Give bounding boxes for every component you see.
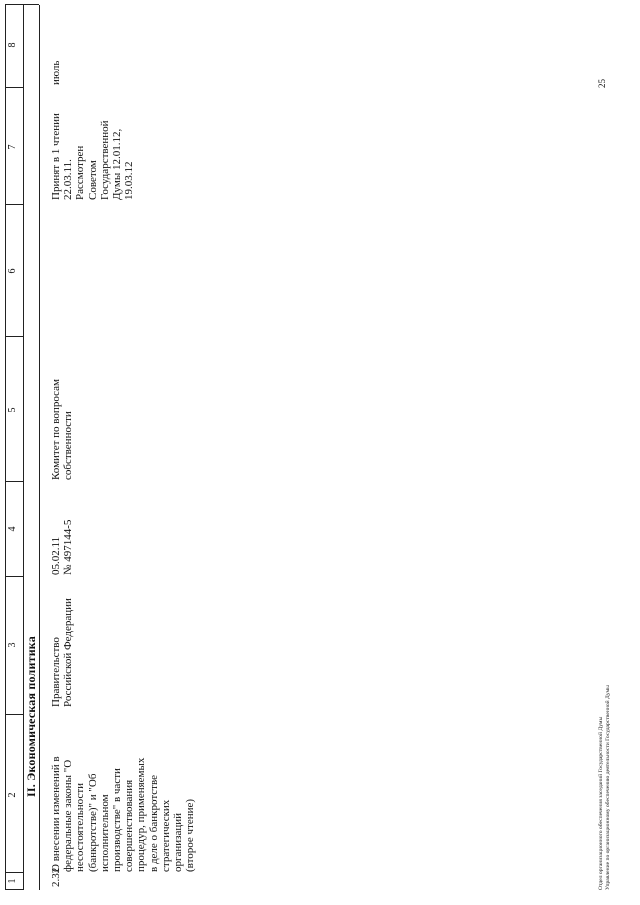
section-title: II. Экономическая политика (24, 636, 38, 797)
col-divider-4-5 (5, 481, 23, 482)
table-top-border (5, 5, 6, 890)
col-divider-6-7 (5, 204, 23, 205)
col-divider-5-6 (5, 336, 23, 337)
row-number: 2.32 (50, 867, 62, 887)
column-header-7: 7 (7, 144, 18, 150)
column-header-5: 5 (7, 407, 18, 413)
row-date-number: 05.02.11 № 497144-5 (50, 519, 75, 575)
column-header-3: 3 (7, 642, 18, 648)
col-divider-3-4 (5, 576, 23, 577)
column-header-2: 2 (7, 792, 18, 798)
col-divider-right (5, 4, 39, 5)
row-status: Принят в 1 чтении 22.03.11. Рассмотрен Советом Государственной Думы 12.01.12, 19.03.12 (50, 113, 136, 200)
row-committee: Комитет по вопросам собственности (50, 379, 75, 480)
col-divider-2-3 (5, 714, 23, 715)
column-header-6: 6 (7, 268, 18, 274)
row-bill-title: О внесении изменений в федеральные законы "О несостоятельности (банкротстве)" и "Об исполнительном производстве" в части совершенствования процедур, применяемых в деле о банкротстве стратегических организаций (второе чтение) (50, 756, 197, 872)
column-header-1: 1 (7, 878, 18, 884)
row-initiator: Правительство Российской Федерации (50, 598, 75, 707)
row-month: июль (50, 60, 62, 85)
column-header-8: 8 (7, 42, 18, 48)
column-header-4: 4 (7, 526, 18, 532)
footer-line-1: Отдел организационного обеспечения заседаний Государственной Думы (598, 716, 604, 890)
page-number: 25 (597, 79, 607, 88)
footer-line-2: Управление по организационному обеспечению деятельности Государственной Думы (605, 685, 611, 890)
col-divider-7-8 (5, 87, 23, 88)
section-row-border (39, 5, 40, 890)
